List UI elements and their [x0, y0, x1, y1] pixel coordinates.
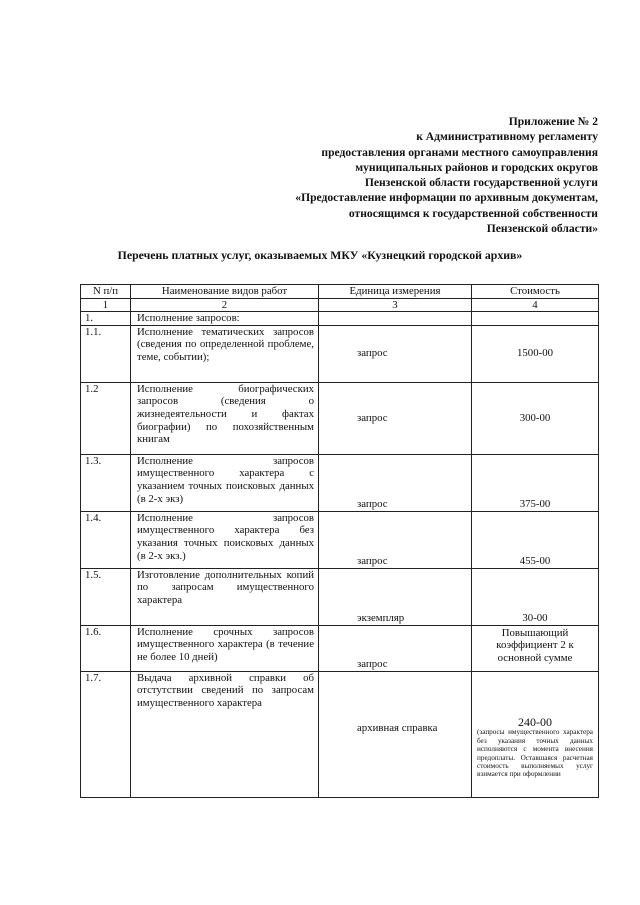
row-cost: 300-00 [472, 382, 599, 454]
header-line: относящимся к государственной собственности [348, 206, 598, 220]
header-line: Пензенской области» [486, 222, 598, 236]
table-row [81, 312, 599, 326]
row-number: 1.6. [81, 625, 131, 671]
row-name: Исполнение срочных запросов имущественного характера (в течение не более 10 дней) [131, 625, 319, 671]
column-number: 1 [81, 298, 131, 312]
table-row [81, 382, 599, 454]
row-cost: 375-00 [472, 454, 599, 511]
row-name: Исполнение запросов имущественного характера без указания точных поисковых данных (в 2-х экз.) [131, 511, 319, 568]
column-number: 2 [131, 298, 319, 312]
cost-note: (запросы имущественного характера без указания точных данных исполняются с момента внесения предоплаты. Оставшаяся расчетная стоимость выполняемых услуг взимается при оформлении [477, 728, 593, 779]
header-line: предоставления органами местного самоуправления [321, 145, 598, 159]
header-line: «Предоставление информации по архивным документам, [295, 191, 598, 205]
row-cost: 1500-00 [472, 325, 599, 382]
document-header [178, 114, 598, 236]
header-line: Приложение № 2 [508, 115, 598, 128]
table-row [81, 671, 599, 797]
header-line: муниципальных районов и городских округов [355, 160, 598, 174]
header-line: Пензенской области государственной услуги [364, 176, 598, 190]
table-row [81, 454, 599, 511]
column-header: Единица измерения [319, 285, 472, 299]
column-number: 3 [319, 298, 472, 312]
table-row [81, 325, 599, 382]
column-number-row [81, 298, 599, 312]
row-unit: запрос [319, 325, 472, 382]
row-unit: запрос [319, 625, 472, 671]
row-name: Исполнение тематических запросов (сведения по определенной проблеме, теме, событии); [131, 325, 319, 382]
services-table [80, 284, 599, 798]
row-number: 1.5. [81, 568, 131, 625]
row-number: 1.3. [81, 454, 131, 511]
row-name: Выдача архивной справки об отстутствии сведений по запросам имущественного характера [131, 671, 319, 797]
document-title: Перечень платных услуг, оказываемых МКУ «Кузнецкий городской архив» [117, 248, 523, 262]
table-header-row [81, 285, 599, 299]
row-name: Изготовление дополнительных копий по запросам имущественного характера [131, 568, 319, 625]
column-header: Наименование видов работ [131, 285, 319, 299]
row-number: 1. [81, 312, 131, 326]
row-cost: 30-00 [472, 568, 599, 625]
column-number: 4 [472, 298, 599, 312]
row-number: 1.4. [81, 511, 131, 568]
row-number: 1.2 [81, 382, 131, 454]
row-unit: запрос [319, 454, 472, 511]
table-row [81, 511, 599, 568]
column-header: Стоимость [472, 285, 599, 299]
row-name: Исполнение запросов имущественного характера с указанием точных поисковых данных (в 2-х экз) [131, 454, 319, 511]
cost-value: 240-00 [518, 714, 552, 729]
header-line: к Административному регламенту [416, 130, 598, 144]
row-unit: экземпляр [319, 568, 472, 625]
row-unit: запрос [319, 511, 472, 568]
row-cost: Повышающий коэффициент 2 к основной сумме [472, 625, 599, 671]
row-name: Исполнение биографических запросов (сведения о жизнедеятельности и фактах биографии) по похозяйственным книгам [131, 382, 319, 454]
row-cost [472, 312, 599, 326]
row-unit: архивная справка [319, 671, 472, 797]
table-row [81, 568, 599, 625]
row-cost [472, 671, 599, 797]
row-unit: запрос [319, 382, 472, 454]
table-row [81, 625, 599, 671]
row-number: 1.7. [81, 671, 131, 797]
row-cost: 455-00 [472, 511, 599, 568]
row-unit [319, 312, 472, 326]
row-number: 1.1. [81, 325, 131, 382]
row-name: Исполнение запросов: [131, 312, 319, 326]
column-header: N п/п [81, 285, 131, 299]
